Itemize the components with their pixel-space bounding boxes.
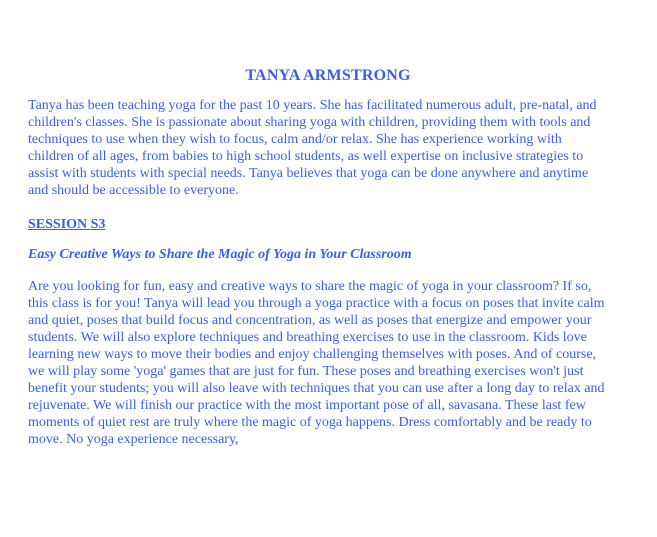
presenter-name: TANYA ARMSTRONG xyxy=(245,67,411,84)
bio-line: assist with students with special needs. Tanya believes that yoga can be done anywhere and anytime xyxy=(28,166,589,181)
description-line: move. No yoga experience necessary, xyxy=(28,432,239,447)
description-line: and quiet, poses that build focus and concentration, as well as poses that energize and empower your xyxy=(28,313,592,328)
description-line: Are you looking for fun, easy and creative ways to share the magic of yoga in your classroom? If so, xyxy=(28,279,592,294)
bio-line: children's classes. She is passionate about sharing yoga with children, providing them with tools and xyxy=(28,115,591,130)
session-label: SESSION S3 xyxy=(28,217,106,232)
description-line: learning new ways to move their bodies and enjoy challenging themselves with poses. And of course, xyxy=(28,347,597,362)
session-title: Easy Creative Ways to Share the Magic of Yoga in Your Classroom xyxy=(28,247,412,262)
description-line: we will play some 'yoga' games that are just for fun. These poses and breathing exercises won't just xyxy=(28,364,584,379)
description-line: benefit your students; you will also leave with techniques that you can use after a long day to relax and xyxy=(28,381,605,396)
description-line: rejuvenate. We will finish our practice with the most important pose of all, savasana. These last few xyxy=(28,398,586,413)
presenter-bio xyxy=(28,97,628,199)
session-description xyxy=(28,278,628,448)
description-line: students. We will also explore techniques and breathing exercises to use in the classroom. Kids love xyxy=(28,330,587,345)
bio-line: Tanya has been teaching yoga for the past 10 years. She has facilitated numerous adult, pre-natal, and xyxy=(28,98,597,113)
description-line: moments of quiet rest are truly where the magic of yoga happens. Dress comfortably and be ready to xyxy=(28,415,592,430)
bio-line: techniques to use when they wish to focus, calm and/or relax. She has experience working with xyxy=(28,132,562,147)
document-page xyxy=(28,0,628,448)
bio-line: children of all ages, from babies to high school students, as well expertise on inclusive strategies to xyxy=(28,149,584,164)
bio-line: and should be accessible to everyone. xyxy=(28,183,239,198)
description-line: this class is for you! Tanya will lead you through a yoga practice with a focus on poses that invite calm xyxy=(28,296,605,311)
